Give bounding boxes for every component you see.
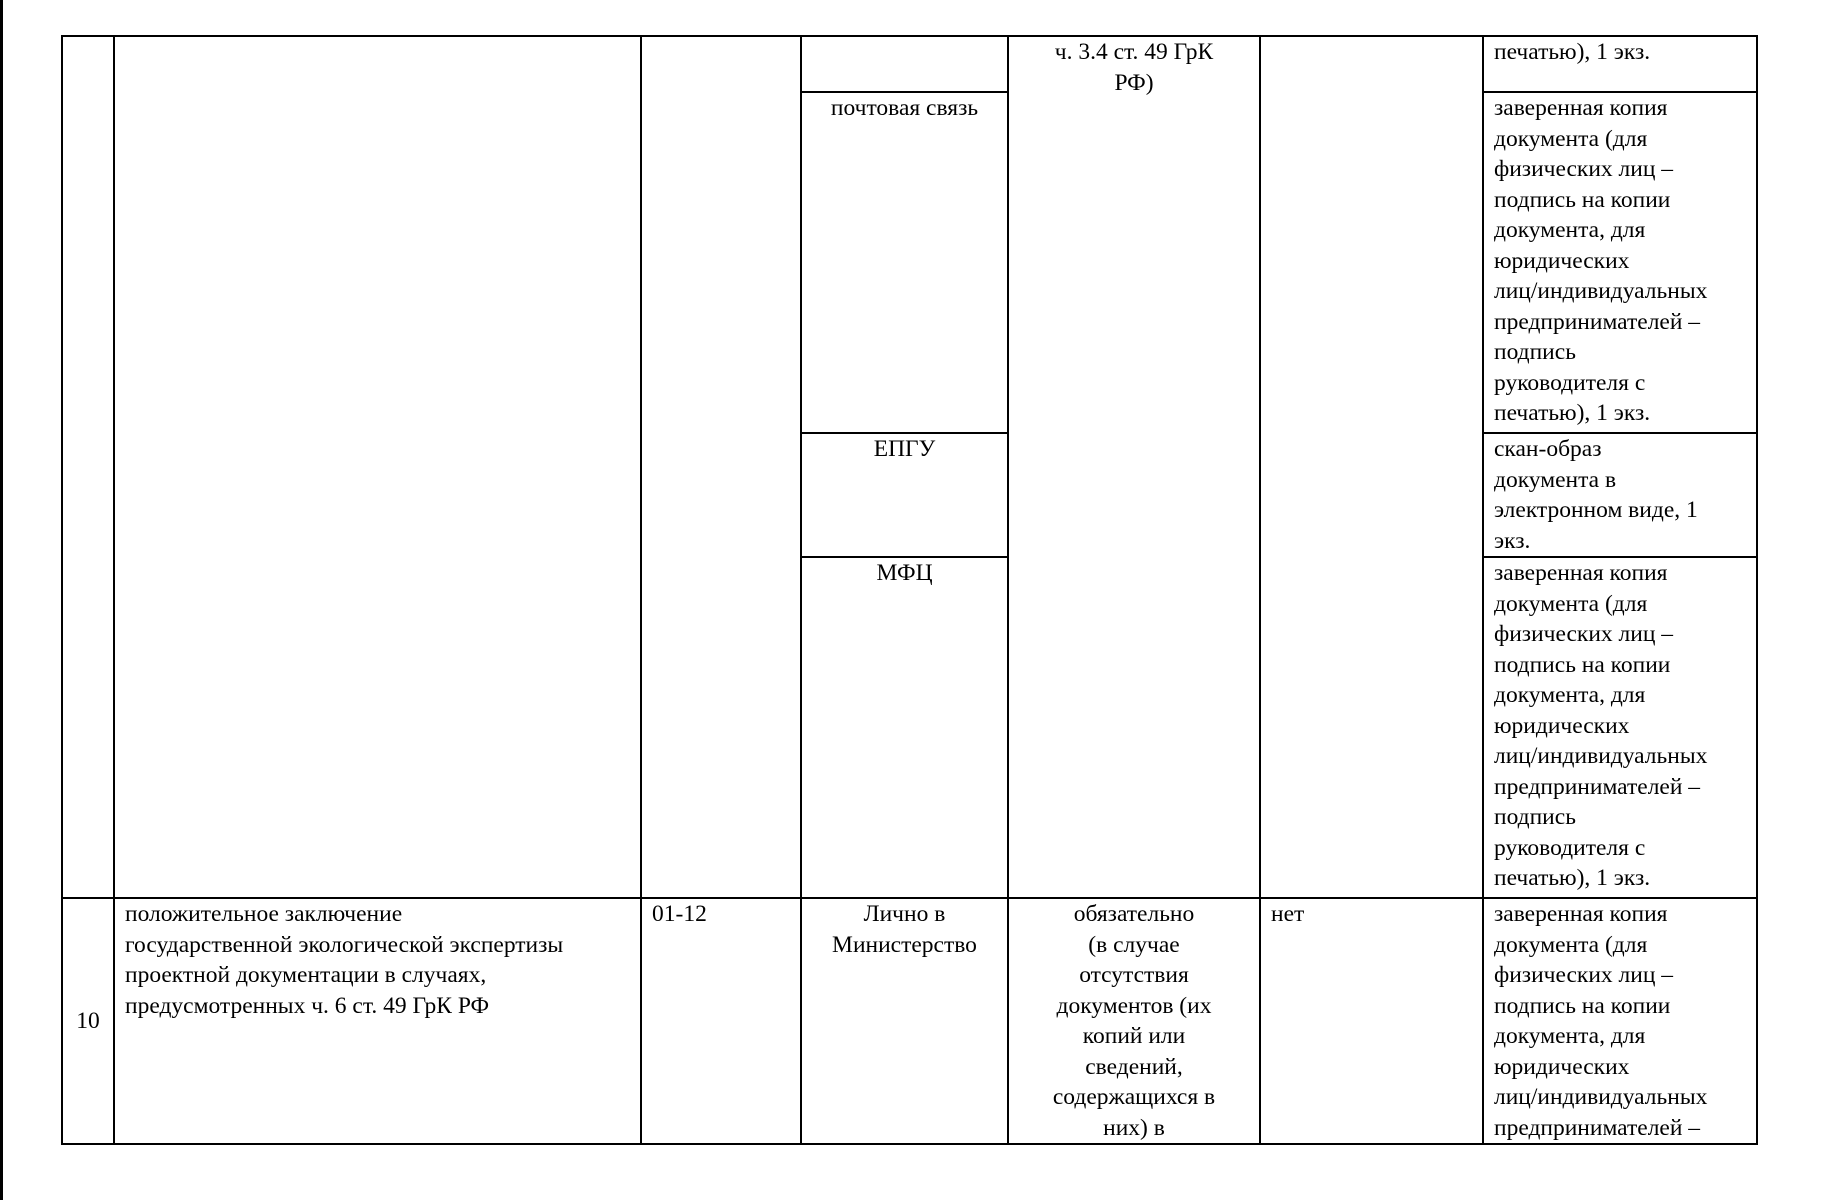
row-number: 10 (76, 1008, 100, 1034)
col-divider-2 (640, 35, 642, 1145)
method-epgu: ЕПГУ (873, 436, 936, 462)
mandatory-condition: обязательно (в случае отсутствия документов (их копий или сведений, содержащихся в них) в (1052, 901, 1216, 1141)
result-cell-1: печатью), 1 экз. (1494, 39, 1651, 65)
method-mfc: МФЦ (876, 560, 933, 586)
law-reference: ч. 3.4 ст. 49 ГрК РФ) (1054, 39, 1214, 96)
col-divider-6 (1482, 35, 1484, 1145)
table-border-bottom (61, 1143, 1758, 1145)
result-epgu: скан-образ документа в электронном виде, 1 экз. (1494, 436, 1698, 554)
table-border-right (1756, 35, 1758, 1145)
method-post: почтовая связь (830, 95, 979, 121)
table-border-left (61, 35, 63, 1145)
col-divider-5 (1259, 35, 1261, 1145)
result-post: заверенная копия документа (для физических лиц – подпись на копии документа, для юридических лиц/индивидуальных предпринимателей – подпись руководителя с печатью), 1 экз. (1494, 95, 1708, 426)
interdepartmental-request: нет (1271, 901, 1305, 927)
document-code: 01-12 (652, 901, 707, 927)
page-left-border (0, 0, 3, 1200)
col-divider-3 (800, 35, 802, 1145)
submission-method: Лично в Министерство (832, 901, 977, 958)
result-row-10: заверенная копия документа (для физических лиц – подпись на копии документа, для юридических лиц/индивидуальных предпринимателей – (1494, 901, 1708, 1141)
col-divider-1 (113, 35, 115, 1145)
result-mfc: заверенная копия документа (для физических лиц – подпись на копии документа, для юридических лиц/индивидуальных предпринимателей – подпись руководителя с печатью), 1 экз. (1494, 560, 1708, 891)
document-name: положительное заключение государственной экологической экспертизы проектной документации в случаях, предусмотренных ч. 6 ст. 49 ГрК РФ (125, 901, 564, 1019)
